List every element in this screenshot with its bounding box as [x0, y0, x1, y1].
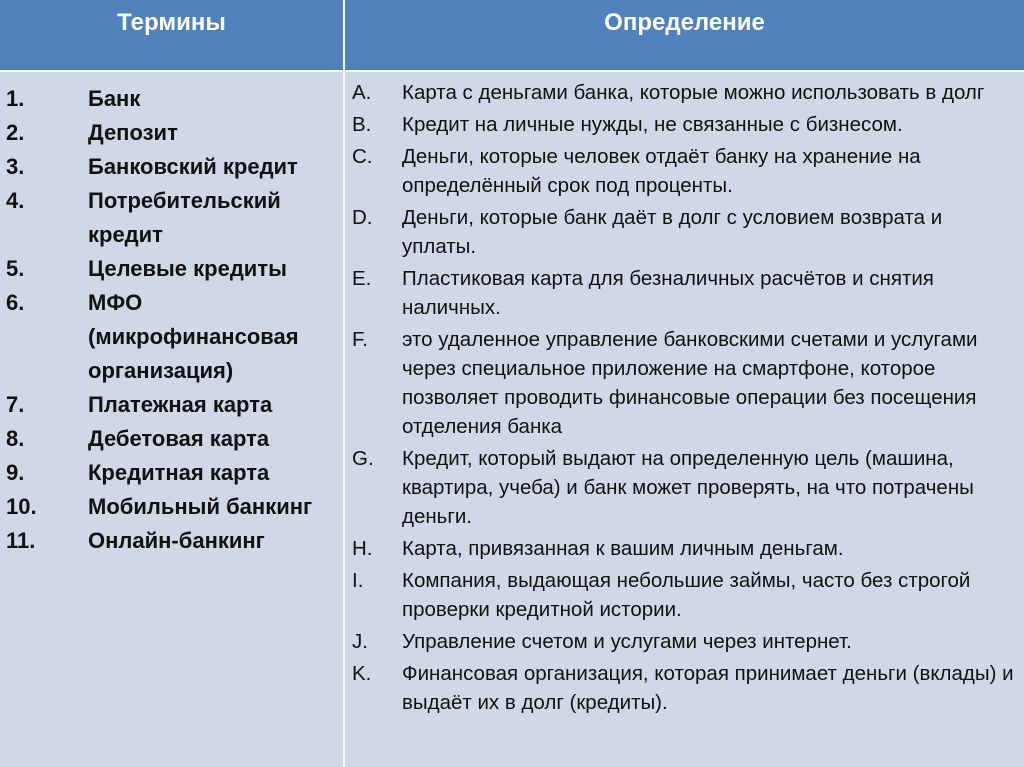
term-text: Депозит [88, 120, 178, 145]
term-number: 2. [6, 120, 25, 145]
column-divider [343, 72, 345, 767]
term-text: МФО (микрофинансовая организация) [88, 290, 299, 383]
definition-letter: C. [352, 145, 373, 168]
term-text: Банковский кредит [88, 154, 298, 179]
term-number: 3. [6, 154, 25, 179]
term-item [6, 116, 340, 150]
term-text: Целевые кредиты [88, 256, 287, 281]
term-number: 8. [6, 426, 25, 451]
definition-letter: I. [352, 569, 364, 592]
term-number: 1. [6, 86, 25, 111]
definition-text: Управление счетом и услугами через интернет. [402, 630, 852, 653]
definition-item [352, 659, 1020, 717]
definition-text: Деньги, которые человек отдаёт банку на хранение на определённый срок под проценты. [402, 145, 921, 197]
terms-column-header: Термины [117, 9, 226, 36]
term-item [6, 184, 340, 252]
term-text: Потребительский кредит [88, 188, 281, 247]
term-number: 4. [6, 188, 25, 213]
term-item [6, 456, 340, 490]
term-number: 9. [6, 460, 25, 485]
definition-letter: G. [352, 447, 374, 470]
definition-item [352, 566, 1020, 624]
definition-text: Финансовая организация, которая принимает деньги (вклады) и выдаёт их в долг (кредиты). [402, 662, 1014, 714]
definition-text: Пластиковая карта для безналичных расчётов и снятия наличных. [402, 267, 934, 319]
definition-text: Деньги, которые банк даёт в долг с условием возврата и уплаты. [402, 206, 943, 258]
definition-item [352, 627, 1020, 656]
term-text: Онлайн-банкинг [88, 528, 265, 553]
definition-text: Кредит, который выдают на определенную цель (машина, квартира, учеба) и банк может проверять, на что потрачены деньги. [402, 447, 974, 528]
term-text: Мобильный банкинг [88, 494, 313, 519]
definition-text: Кредит на личные нужды, не связанные с бизнесом. [402, 113, 903, 136]
table-header [0, 0, 1024, 72]
definition-text: Карта с деньгами банка, которые можно использовать в долг [402, 81, 985, 104]
definition-item [352, 203, 1020, 261]
term-item [6, 252, 340, 286]
definition-item [352, 110, 1020, 139]
definition-text: это удаленное управление банковскими счетами и услугами через специальное приложение на смартфоне, которое позволяет проводить финансовые операции без посещения отделения банка [402, 328, 978, 438]
term-item [6, 82, 340, 116]
terms-list [6, 82, 340, 558]
term-number: 7. [6, 392, 25, 417]
definition-letter: H. [352, 537, 373, 560]
definition-item [352, 78, 1020, 107]
term-text: Кредитная карта [88, 460, 270, 485]
definitions-list [352, 78, 1020, 720]
term-item [6, 286, 340, 388]
definition-text: Компания, выдающая небольшие займы, часто без строгой проверки кредитной истории. [402, 569, 971, 621]
header-divider [343, 0, 345, 72]
term-item [6, 388, 340, 422]
term-text: Платежная карта [88, 392, 273, 417]
definition-letter: F. [352, 328, 368, 351]
definition-text: Карта, привязанная к вашим личным деньгам. [402, 537, 844, 560]
definition-item [352, 264, 1020, 322]
term-number: 11. [6, 528, 36, 553]
definition-item [352, 325, 1020, 441]
term-number: 6. [6, 290, 25, 315]
term-text: Банк [88, 86, 141, 111]
term-item [6, 150, 340, 184]
term-item [6, 524, 340, 558]
definition-letter: A. [352, 81, 372, 104]
definition-letter: J. [352, 630, 368, 653]
definition-item [352, 534, 1020, 563]
term-number: 5. [6, 256, 25, 281]
definition-letter: K. [352, 662, 372, 685]
definition-item [352, 444, 1020, 531]
term-number: 10. [6, 494, 37, 519]
term-text: Дебетовая карта [88, 426, 270, 451]
term-item [6, 490, 340, 524]
term-item [6, 422, 340, 456]
definition-letter: E. [352, 267, 372, 290]
definition-letter: B. [352, 113, 372, 136]
definitions-column-header: Определение [604, 9, 765, 36]
definition-item [352, 142, 1020, 200]
definition-letter: D. [352, 206, 373, 229]
